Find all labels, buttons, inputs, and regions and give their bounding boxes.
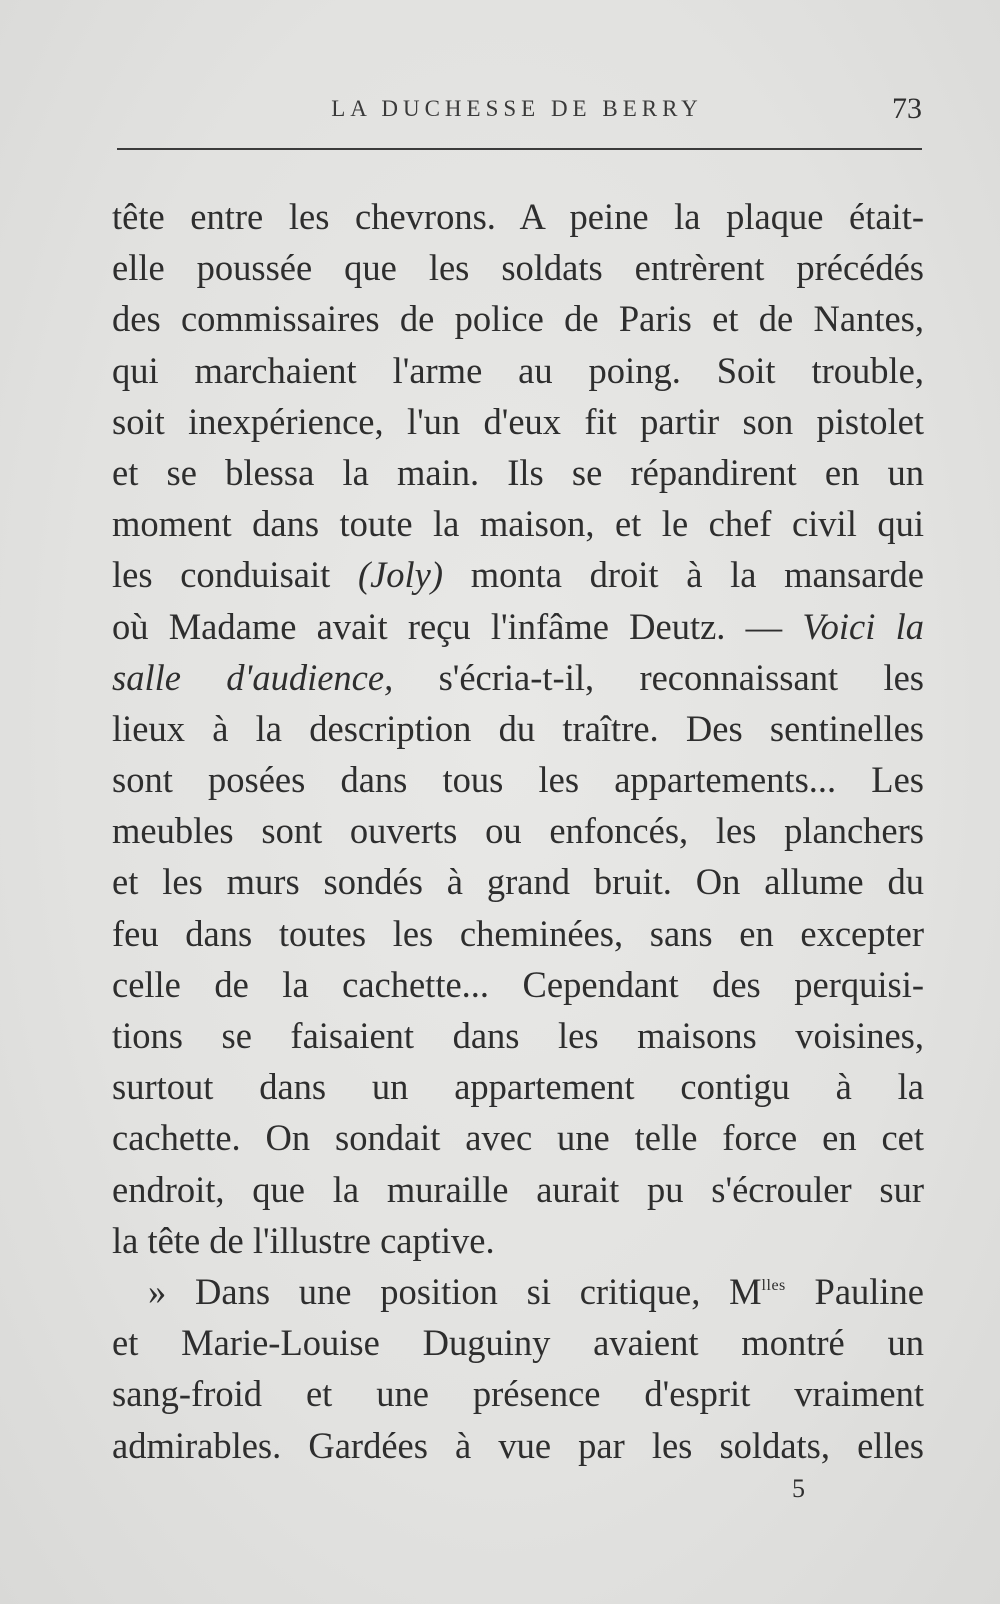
text-line: sang-froid et une présence d'esprit vraiment: [112, 1373, 924, 1415]
text-line: surtout dans un appartement contigu à la: [112, 1066, 924, 1108]
text-line: la tête de l'illustre captive.: [112, 1219, 495, 1261]
text-line: elle poussée que les soldats entrèrent précédés: [112, 247, 924, 289]
text-line: sont posées dans tous les appartements... Les: [112, 759, 924, 801]
text-line: endroit, que la muraille aurait pu s'écrouler sur: [112, 1168, 924, 1210]
header-rule: [117, 148, 922, 150]
text-line: meubles sont ouverts ou enfoncés, les planchers: [112, 810, 924, 852]
signature-mark: 5: [792, 1474, 805, 1503]
text-line: feu dans toutes les cheminées, sans en excepter: [112, 912, 924, 954]
superscript-abbrev: lles: [761, 1276, 786, 1294]
text-line: salle d'audience, s'écria-t-il, reconnaissant les: [112, 656, 924, 698]
text-line: tête entre les chevrons. A peine la plaque était-: [112, 196, 924, 237]
running-head: [112, 92, 922, 132]
text-line: lieux à la description du traître. Des sentinelles: [112, 707, 924, 749]
text-line: et se blessa la main. Ils se répandirent en un: [112, 451, 924, 493]
italic-text: salle d'audience,: [112, 656, 394, 698]
text-line: » Dans une position si critique, $M^{lles}$ Pauline: [148, 1270, 925, 1312]
text-line: admirables. Gardées à vue par les soldats, elles: [112, 1424, 924, 1466]
text-line: soit inexpérience, l'un d'eux fit partir son pistolet: [112, 400, 924, 442]
text-line: et les murs sondés à grand bruit. On allume du: [112, 861, 924, 903]
body-text: [112, 191, 924, 1471]
text-line: les conduisait (Joly) monta droit à la mansarde: [112, 554, 925, 596]
text-line: moment dans toute la maison, et le chef civil qui: [112, 503, 924, 545]
text-line: où Madame avait reçu l'infâme Deutz. — Voici la: [112, 605, 925, 647]
text-line: des commissaires de police de Paris et de Nantes,: [112, 298, 924, 340]
text-line: tions se faisaient dans les maisons voisines,: [112, 1015, 924, 1056]
running-title: LA DUCHESSE DE BERRY: [331, 96, 703, 121]
italic-text: Voici la: [802, 605, 925, 647]
text-line: et Marie-Louise Duguiny avaient montré un: [112, 1322, 924, 1364]
italic-text: (Joly): [357, 554, 444, 596]
text-line: qui marchaient l'arme au poing. Soit trouble,: [112, 349, 924, 391]
page-number: 73: [892, 92, 922, 125]
text-line: celle de la cachette... Cependant des perquisi-: [112, 963, 924, 1005]
text-line: cachette. On sondait avec une telle force en cet: [112, 1117, 924, 1159]
